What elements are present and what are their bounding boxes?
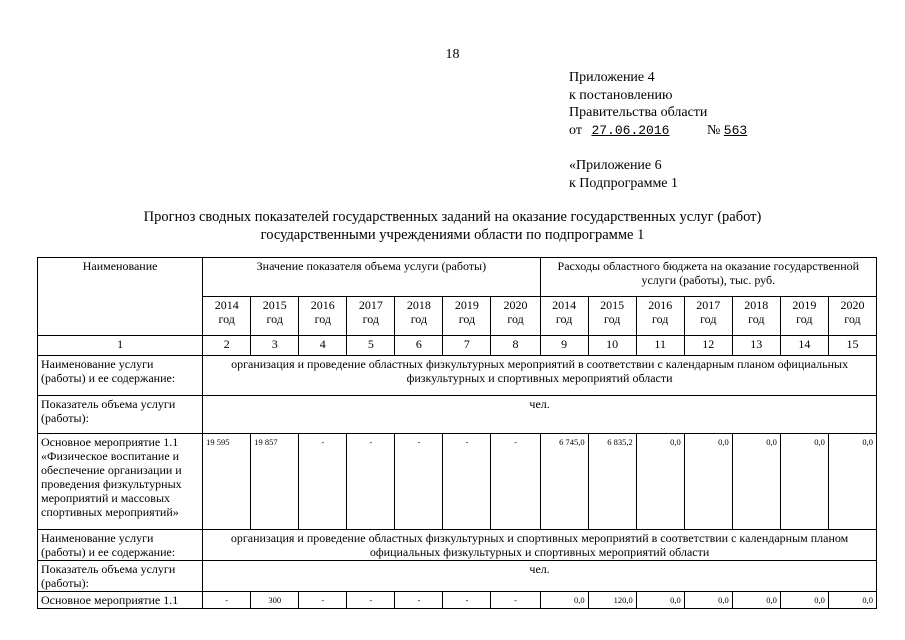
year-header-cell [251, 297, 299, 336]
year-word: год [555, 312, 573, 326]
column-number-cell: 4 [299, 336, 347, 356]
value-cell: - [443, 592, 491, 609]
header-value-group: Значение показателя объема услуги (работы) [203, 258, 540, 297]
appendix-line3: Правительства области [569, 105, 708, 120]
value-cell: 120,0 [588, 592, 636, 609]
year-word: год [603, 312, 621, 326]
value-cell: 6 745,0 [540, 434, 588, 530]
year-header-cell [780, 297, 828, 336]
year-value: 2017 [696, 298, 721, 312]
service1-label: Наименование услуги (работы) и ее содержание: [38, 356, 203, 396]
year-value: 2015 [262, 298, 287, 312]
indicator1-unit: чел. [203, 396, 877, 434]
value-cell: - [443, 434, 491, 530]
year-word: год [314, 312, 331, 326]
value-cell: 0,0 [540, 592, 588, 609]
event1-label: Основное мероприятие 1.1 «Физическое воспитание и обеспечение организации и проведения физкультурных мероприятий и массовых спортивных мероприятий» [38, 434, 203, 530]
year-value: 2017 [358, 298, 383, 312]
year-header-cell [684, 297, 732, 336]
table-row [38, 396, 877, 434]
value-cell: 0,0 [684, 434, 732, 530]
year-value: 2014 [214, 298, 239, 312]
header-expense-group: Расходы областного бюджета на оказание государственной услуги (работы), тыс. руб. [540, 258, 876, 297]
table-row [38, 530, 877, 561]
value-cell: - [299, 434, 347, 530]
year-value: 2016 [648, 298, 673, 312]
year-header-cell [636, 297, 684, 336]
decree-date: 27.06.2016 [591, 122, 670, 138]
year-word: год [507, 312, 524, 326]
column-number-cell: 8 [491, 336, 540, 356]
indicator2-unit: чел. [203, 561, 877, 592]
year-header-cell [588, 297, 636, 336]
year-word: год [796, 312, 813, 326]
table-row [38, 561, 877, 592]
value-cell: - [299, 592, 347, 609]
value-cell: - [395, 592, 443, 609]
year-header-cell [732, 297, 780, 336]
value-cell: 0,0 [636, 434, 684, 530]
column-number-cell: 6 [395, 336, 443, 356]
year-value: 2020 [503, 298, 528, 312]
year-word: год [410, 312, 428, 326]
year-header-cell [443, 297, 491, 336]
document-title [0, 208, 905, 244]
year-word: год [362, 312, 380, 326]
indicator1-label: Показатель объема услуги (работы): [38, 396, 203, 434]
column-number-cell: 13 [732, 336, 780, 356]
appendix-line2: к постановлению [569, 87, 673, 103]
year-word: год [748, 312, 765, 326]
column-number-cell: 9 [540, 336, 588, 356]
year-word: год [458, 312, 476, 326]
event2-label: Основное мероприятие 1.1 [38, 592, 203, 609]
year-word: год [700, 312, 717, 326]
value-cell: 0,0 [636, 592, 684, 609]
title-line2: государственными учреждениями области по подпрограмме 1 [260, 227, 645, 243]
forecast-table [37, 257, 877, 609]
indicator2-label: Показатель объема услуги (работы): [38, 561, 203, 592]
year-value: 2016 [310, 298, 335, 312]
service2-text: организация и проведение областных физкультурных и спортивных мероприятий в соответствии с календарным планом официальных физкультурных и спортивных мероприятий области [203, 530, 877, 561]
service1-text: организация и проведение областных физкультурных мероприятий в соответствии с календарным планом официальных физкультурных и спортивных мероприятий области [203, 356, 877, 396]
year-header-cell [540, 297, 588, 336]
appendix2-line1: «Приложение 6 [569, 158, 662, 173]
value-cell: 300 [251, 592, 299, 609]
year-value: 2019 [792, 298, 817, 312]
value-cell: 0,0 [828, 434, 876, 530]
column-number-cell: 15 [828, 336, 876, 356]
column-numbers-row [38, 336, 877, 356]
table-row [38, 434, 877, 530]
year-header-cell [491, 297, 540, 336]
year-header-cell [395, 297, 443, 336]
value-cell: 0,0 [732, 434, 780, 530]
column-number-cell: 5 [347, 336, 395, 356]
year-word: год [218, 312, 235, 326]
value-cell: - [347, 434, 395, 530]
from-label: от [569, 122, 582, 138]
year-header-cell [828, 297, 876, 336]
year-value: 2015 [600, 298, 625, 312]
title-line1: Прогноз сводных показателей государственных заданий на оказание государственных услуг (работ) [143, 209, 762, 225]
page-number: 18 [445, 47, 460, 62]
appendix-date-line [569, 122, 747, 140]
column-number-cell: 14 [780, 336, 828, 356]
value-cell: 0,0 [684, 592, 732, 609]
value-cell: 19 857 [251, 434, 299, 530]
table-row [38, 592, 877, 609]
column-number-cell: 10 [588, 336, 636, 356]
value-cell: 0,0 [732, 592, 780, 609]
column-number-cell: 3 [251, 336, 299, 356]
year-header-cell [203, 297, 251, 336]
year-value: 2014 [552, 298, 577, 312]
column-number-cell: 11 [636, 336, 684, 356]
service2-label: Наименование услуги (работы) и ее содержание: [38, 530, 203, 561]
value-cell: 0,0 [828, 592, 876, 609]
number-label: № [706, 122, 721, 138]
appendix-block [569, 69, 747, 139]
year-header-cell [299, 297, 347, 336]
value-cell: 6 835,2 [588, 434, 636, 530]
year-value: 2020 [840, 298, 865, 312]
column-number-cell: 12 [684, 336, 732, 356]
value-cell: 0,0 [780, 592, 828, 609]
year-word: год [266, 312, 283, 326]
year-value: 2018 [744, 298, 769, 312]
value-cell: - [491, 434, 540, 530]
appendix2-block [569, 157, 678, 192]
value-cell: - [347, 592, 395, 609]
table-row [38, 356, 877, 396]
appendix2-line2: к Подпрограмме 1 [569, 175, 679, 191]
column-number-cell: 7 [443, 336, 491, 356]
year-word: год [652, 312, 669, 326]
header-name-cell: Наименование [38, 258, 203, 336]
decree-number: 563 [723, 122, 748, 138]
year-value: 2019 [454, 298, 479, 312]
value-cell: 0,0 [780, 434, 828, 530]
value-cell: 19 595 [203, 434, 251, 530]
year-header-cell [347, 297, 395, 336]
year-value: 2018 [406, 298, 431, 312]
header-row-groups [38, 258, 877, 297]
column-number-cell: 1 [38, 336, 203, 356]
value-cell: - [491, 592, 540, 609]
year-word: год [844, 312, 861, 326]
value-cell: - [395, 434, 443, 530]
column-number-cell: 2 [203, 336, 251, 356]
value-cell: - [203, 592, 251, 609]
appendix-line1: Приложение 4 [569, 70, 655, 85]
